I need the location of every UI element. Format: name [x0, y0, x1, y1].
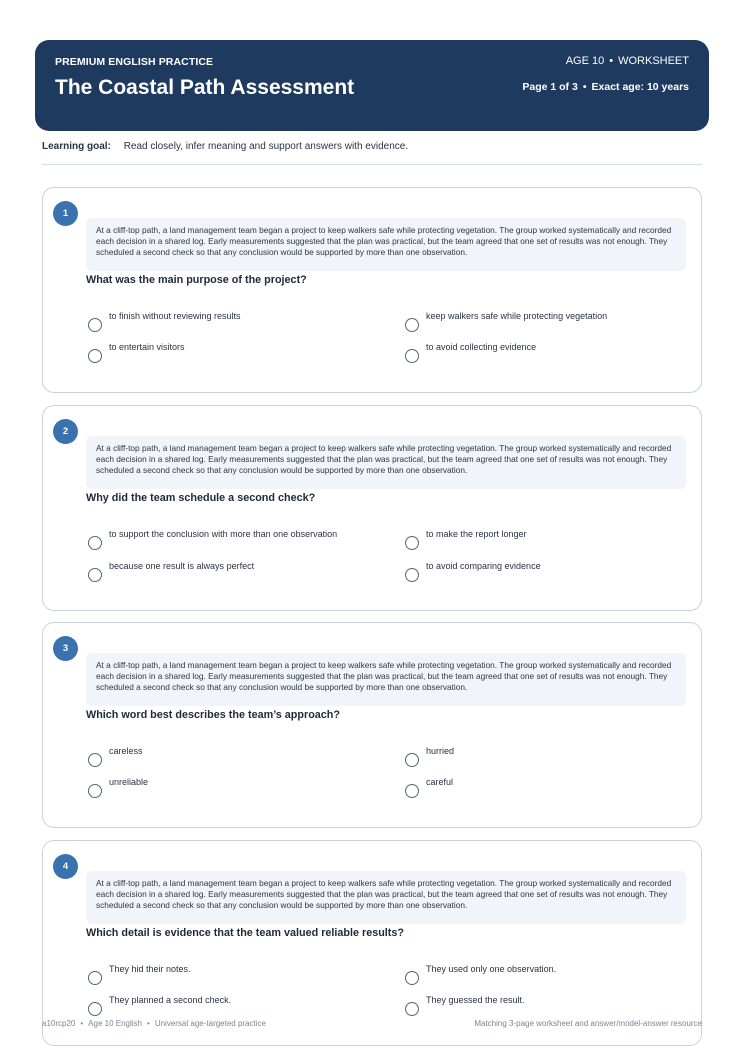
answer-option-label: They used only one observation. [426, 964, 557, 974]
divider [42, 164, 702, 165]
question-number-badge: 3 [53, 636, 78, 661]
answer-option-label: because one result is always perfect [109, 561, 255, 571]
radio-button[interactable] [88, 753, 102, 767]
question-card-3 [42, 622, 702, 828]
radio-button[interactable] [88, 1002, 102, 1016]
radio-button[interactable] [405, 784, 419, 798]
radio-button[interactable] [405, 568, 419, 582]
reading-passage: At a cliff-top path, a land management team began a project to keep walkers safe while protecting vegetation. The group worked systematically and recorded each decision in a shared log. Early measurements suggested that the plan was practical, but the team agreed that one set of results was not enough. They scheduled a second check so that any conclusion would be supported by more than one observation. [86, 871, 686, 924]
answer-option-label: to avoid comparing evidence [426, 561, 541, 571]
reading-passage: At a cliff-top path, a land management team began a project to keep walkers safe while protecting vegetation. The group worked systematically and recorded each decision in a shared log. Early measurements suggested that the plan was practical, but the team agreed that one set of results was not enough. They scheduled a second check so that any conclusion would be supported by more than one observation. [86, 436, 686, 489]
answer-option-label: to avoid collecting evidence [426, 342, 537, 352]
answer-option-label: hurried [426, 746, 455, 756]
page-label: Page 1 of 3 [522, 81, 578, 93]
question-card-4 [42, 840, 702, 1046]
radio-button[interactable] [405, 971, 419, 985]
answer-option-label: keep walkers safe while protecting vegetation [426, 311, 608, 321]
reading-passage: At a cliff-top path, a land management team began a project to keep walkers safe while protecting vegetation. The group worked systematically and recorded each decision in a shared log. Early measurements suggested that the plan was practical, but the team agreed that one set of results was not enough. They scheduled a second check so that any conclusion would be supported by more than one observation. [86, 218, 686, 271]
exact-age: Exact age: 10 years [591, 81, 689, 93]
answer-option-label: to finish without reviewing results [109, 311, 241, 321]
learning-goal-text: Read closely, infer meaning and support answers with evidence. [123, 141, 409, 152]
question-number-badge: 1 [53, 201, 78, 226]
radio-button[interactable] [405, 349, 419, 363]
separator: • [80, 1019, 84, 1028]
question-card-1 [42, 187, 702, 393]
answer-option-label: They hid their notes. [109, 964, 191, 974]
question-text: What was the main purpose of the project? [86, 274, 307, 286]
separator: • [609, 55, 614, 67]
footer-subject: Age 10 English [88, 1019, 142, 1028]
radio-button[interactable] [88, 318, 102, 332]
radio-button[interactable] [88, 349, 102, 363]
learning-goal [42, 141, 408, 152]
radio-button[interactable] [405, 753, 419, 767]
answer-option-label: unreliable [109, 777, 149, 787]
radio-button[interactable] [88, 971, 102, 985]
question-number-badge: 2 [53, 419, 78, 444]
footer-code: a10rcp20 [42, 1019, 76, 1028]
answer-option-label: to make the report longer [426, 529, 527, 539]
answer-option-label: They planned a second check. [109, 995, 232, 1005]
header-meta-top [566, 55, 689, 67]
radio-button[interactable] [405, 318, 419, 332]
answer-option-label: to entertain visitors [109, 342, 185, 352]
answer-option-label: to support the conclusion with more than one observation [109, 529, 338, 539]
separator: • [582, 81, 587, 93]
answer-option-label: They guessed the result. [426, 995, 525, 1005]
reading-passage: At a cliff-top path, a land management team began a project to keep walkers safe while protecting vegetation. The group worked systematically and recorded each decision in a shared log. Early measurements suggested that the plan was practical, but the team agreed that one set of results was not enough. They scheduled a second check so that any conclusion would be supported by more than one observation. [86, 653, 686, 706]
worksheet-header [35, 40, 709, 131]
learning-goal-label: Learning goal: [42, 141, 111, 152]
radio-button[interactable] [88, 536, 102, 550]
question-text: Which word best describes the team’s approach? [86, 709, 340, 721]
question-text: Why did the team schedule a second check? [86, 492, 316, 504]
footer-left [42, 1019, 266, 1028]
question-number-badge: 4 [53, 854, 78, 879]
radio-button[interactable] [88, 568, 102, 582]
radio-button[interactable] [88, 784, 102, 798]
radio-button[interactable] [405, 1002, 419, 1016]
type-label: WORKSHEET [618, 55, 689, 67]
question-card-2 [42, 405, 702, 611]
age-label: AGE 10 [565, 55, 605, 67]
radio-button[interactable] [405, 536, 419, 550]
answer-option-label: careful [426, 777, 454, 787]
footer-right: Matching 3-page worksheet and answer/model-answer resource [474, 1019, 702, 1028]
question-text: Which detail is evidence that the team valued reliable results? [86, 927, 405, 939]
page-title: The Coastal Path Assessment [55, 76, 355, 99]
header-kicker: PREMIUM ENGLISH PRACTICE [55, 56, 214, 68]
answer-option-label: careless [109, 746, 143, 756]
header-meta-bottom [522, 81, 689, 93]
footer-tagline: Universal age-targeted practice [154, 1019, 266, 1028]
separator: • [147, 1019, 150, 1028]
